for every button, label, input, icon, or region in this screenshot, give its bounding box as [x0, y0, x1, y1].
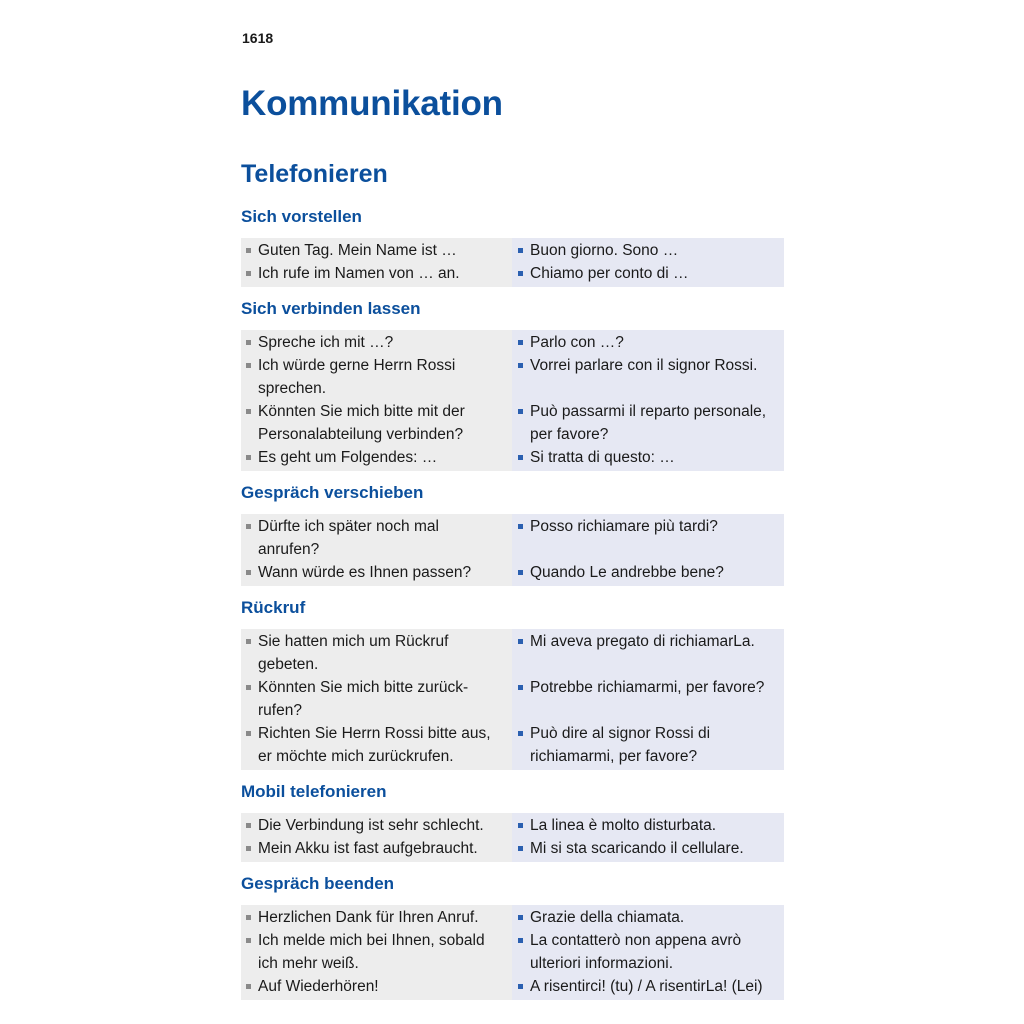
italian-column [512, 238, 784, 287]
german-phrase: Richten Sie Herrn Rossi bitte aus, er möchte mich zurückrufen. [244, 723, 504, 769]
german-column [241, 905, 512, 1000]
phrase-table [241, 629, 784, 770]
italian-phrase: Mi aveva pregato di richiamarLa. [516, 631, 780, 677]
german-phrase: Es geht um Folgendes: … [244, 447, 504, 470]
german-phrase: Mein Akku ist fast aufgebraucht. [244, 838, 504, 861]
phrase-table [241, 330, 784, 471]
german-column [241, 629, 512, 770]
german-phrase: Dürfte ich später noch mal anrufen? [244, 516, 504, 562]
phrase-table [241, 813, 784, 862]
italian-phrase: Buon giorno. Sono … [516, 240, 780, 263]
italian-column [512, 514, 784, 586]
italian-phrase: Mi si sta scaricando il cellulare. [516, 838, 780, 861]
german-phrase: Sie hatten mich um Rückruf gebeten. [244, 631, 504, 677]
subsection-title: Gespräch beenden [241, 874, 395, 893]
italian-phrase: Può passarmi il reparto personale, per favore? [516, 401, 780, 447]
german-column [241, 813, 512, 862]
italian-column [512, 330, 784, 471]
german-column [241, 330, 512, 471]
italian-phrase: Posso richiamare più tardi? [516, 516, 780, 562]
italian-phrase: La contatterò non appena avrò ulteriori informazioni. [516, 930, 780, 976]
german-phrase: Wann würde es Ihnen passen? [244, 562, 504, 585]
chapter-title: Kommunikation [241, 84, 503, 123]
phrase-table [241, 514, 784, 586]
subsection-title: Mobil telefonieren [241, 782, 387, 801]
italian-phrase: A risentirci! (tu) / A risentirLa! (Lei) [516, 976, 780, 999]
german-phrase: Ich melde mich bei Ihnen, sobald ich mehr weiß. [244, 930, 504, 976]
italian-phrase: Vorrei parlare con il signor Rossi. [516, 355, 780, 401]
phrase-table [241, 905, 784, 1000]
italian-column [512, 629, 784, 770]
italian-phrase: Può dire al signor Rossi di richiamarmi, per favore? [516, 723, 780, 769]
italian-phrase: Parlo con …? [516, 332, 780, 355]
german-column [241, 514, 512, 586]
german-phrase: Könnten Sie mich bitte mit der Personalabteilung verbinden? [244, 401, 504, 447]
subsection-title: Gespräch verschieben [241, 483, 424, 502]
italian-phrase: Si tratta di questo: … [516, 447, 780, 470]
german-phrase: Guten Tag. Mein Name ist … [244, 240, 504, 263]
german-phrase: Herzlichen Dank für Ihren Anruf. [244, 907, 504, 930]
german-phrase: Die Verbindung ist sehr schlecht. [244, 815, 504, 838]
phrase-list [241, 205, 784, 1010]
german-phrase: Könnten Sie mich bitte zurück-rufen? [244, 677, 504, 723]
italian-phrase: Grazie della chiamata. [516, 907, 780, 930]
italian-column [512, 813, 784, 862]
page-number: 1618 [242, 30, 274, 46]
german-phrase: Ich würde gerne Herrn Rossi sprechen. [244, 355, 504, 401]
german-column [241, 238, 512, 287]
italian-column [512, 905, 784, 1000]
german-phrase: Auf Wiederhören! [244, 976, 504, 999]
subsection-title: Sich verbinden lassen [241, 299, 421, 318]
italian-phrase: Chiamo per conto di … [516, 263, 780, 286]
italian-phrase: La linea è molto disturbata. [516, 815, 780, 838]
subsection-title: Rückruf [241, 598, 306, 617]
german-phrase: Spreche ich mit …? [244, 332, 504, 355]
section-title: Telefonieren [241, 160, 388, 188]
subsection-title: Sich vorstellen [241, 207, 362, 226]
german-phrase: Ich rufe im Namen von … an. [244, 263, 504, 286]
italian-phrase: Potrebbe richiamarmi, per favore? [516, 677, 780, 723]
italian-phrase: Quando Le andrebbe bene? [516, 562, 780, 585]
phrase-table [241, 238, 784, 287]
